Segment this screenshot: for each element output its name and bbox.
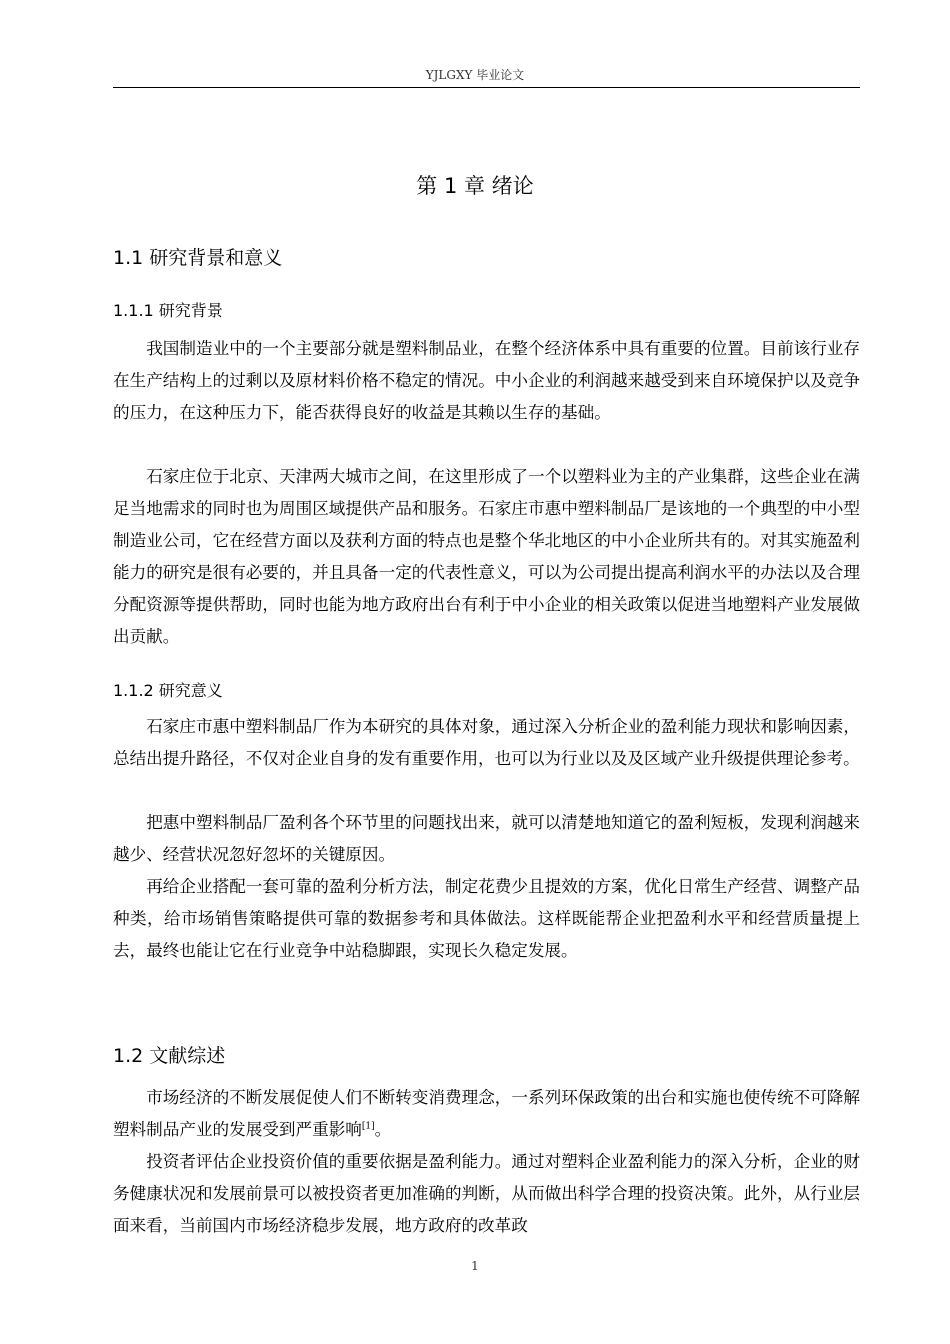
running-header: YJLGXY 毕业论文	[425, 68, 525, 82]
paragraph-literature-1	[113, 1082, 860, 1146]
paragraph-significance-2: 把惠中塑料制品厂盈利各个环节里的问题找出来，就可以清楚地知道它的盈利短板，发现利润越来越少、经营状况忽好忽坏的关键原因。	[113, 813, 860, 864]
section-heading-1-2: 1.2 文献综述	[113, 1045, 226, 1067]
paragraph-literature-1-text: 市场经济的不断发展促使人们不断转变消费理念，一系列环保政策的出台和实施也使传统不可降解塑料制品产业的发展受到严重影响	[113, 1088, 860, 1139]
paragraph-background-2: 石家庄位于北京、天津两大城市之间，在这里形成了一个以塑料业为主的产业集群，这些企业在满足当地需求的同时也为周围区域提供产品和服务。石家庄市惠中塑料制品厂是该地的一个典型的中小型制造业公司，它在经营方面以及获利方面的特点也是整个华北地区的中小企业所共有的。对其实施盈利能力的研究是很有必要的，并且具备一定的代表性意义，可以为公司提出提高利润水平的办法以及合理分配资源等提供帮助，同时也能为地方政府出台有利于中小企业的相关政策以促进当地塑料产业发展做出贡献。	[113, 467, 860, 646]
citation-1: [1]	[361, 1121, 375, 1132]
section-heading-1-1: 1.1 研究背景和意义	[113, 247, 283, 269]
paragraph-literature-1-end: 。	[374, 1120, 392, 1139]
paragraph-significance-3: 再给企业搭配一套可靠的盈利分析方法，制定花费少且提效的方案，优化日常生产经营、调整产品种类，给市场销售策略提供可靠的数据参考和具体做法。这样既能帮企业把盈利水平和经营质量提上去，最终也能让它在行业竞争中站稳脚跟，实现长久稳定发展。	[113, 877, 860, 960]
header-divider	[113, 87, 860, 88]
paragraph-literature-2: 投资者评估企业投资价值的重要依据是盈利能力。通过对塑料企业盈利能力的深入分析，企业的财务健康状况和发展前景可以被投资者更加准确的判断，从而做出科学合理的投资决策。此外，从行业层面来看，当前国内市场经济稳步发展，地方政府的改革政	[113, 1152, 860, 1235]
subsection-heading-1-1-2: 1.1.2 研究意义	[113, 681, 223, 700]
paragraph-significance-1: 石家庄市惠中塑料制品厂作为本研究的具体对象，通过深入分析企业的盈利能力现状和影响因素，总结出提升路径，不仅对企业自身的发有重要作用，也可以为行业以及及区域产业升级提供理论参考。	[113, 717, 860, 768]
page-number: 1	[471, 1259, 479, 1273]
chapter-title: 第 1 章 绪论	[416, 174, 534, 198]
subsection-heading-1-1-1: 1.1.1 研究背景	[113, 301, 223, 320]
paragraph-background-1: 我国制造业中的一个主要部分就是塑料制品业，在整个经济体系中具有重要的位置。目前该行业存在生产结构上的过剩以及原材料价格不稳定的情况。中小企业的利润越来越受到来自环境保护以及竞争的压力，在这种压力下，能否获得良好的收益是其赖以生存的基础。	[113, 339, 860, 422]
